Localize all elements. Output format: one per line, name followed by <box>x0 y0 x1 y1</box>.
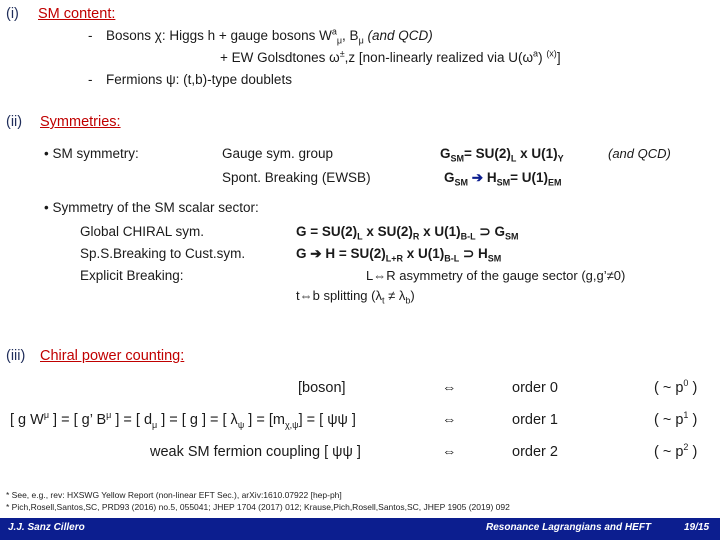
row1-power: ( ~ $p^0$ ) <box>654 378 698 396</box>
equiv-arrow: ⇔ <box>442 412 457 428</box>
row2-quantities: [ g $W^\mu$ ] = [ g’ $B^\mu$ ] = [ $d_\mu$ ] = [ g ] = [ $\lambda_\psi$ ] = $[m_{\chi,\psi}]$ = [ ψψ ] <box>10 410 356 430</box>
gauge-group-label: Gauge sym. group <box>222 146 334 161</box>
row2-order: order 1 <box>512 412 558 428</box>
custodial-formula: G ➔ $H = SU(2)_{L+R}$ x $U(1)_{B-L}$ ⊃ $H_{SM}$ <box>296 246 502 264</box>
tb-splitting-text: t⇔b splitting $(\lambda_t \ne \lambda_b)$ <box>296 288 415 306</box>
footer-talk-title: Resonance Lagrangians and HEFT <box>486 522 652 533</box>
row1-order: order 0 <box>512 380 558 396</box>
gsm-formula: $G_{SM}= SU(2)_L$ x $U(1)_Y$ <box>440 146 564 164</box>
section-iii-title: Chiral power counting: <box>40 348 185 364</box>
lr-asymmetry-text: L⇔R asymmetry of the gauge sector (g,g’≠0) <box>366 268 626 283</box>
section-i-number: (i) <box>6 6 19 22</box>
sm-symmetry-label: • SM symmetry: <box>44 146 139 161</box>
equiv-arrow: ⇔ <box>442 380 457 396</box>
fermions-line: Fermions ψ: (t,b)-type doublets <box>106 72 292 87</box>
explicit-breaking-label: Explicit Breaking: <box>80 268 184 283</box>
section-iii-number: (iii) <box>6 348 26 364</box>
dash: - <box>88 72 93 87</box>
bosons-line: Bosons χ: Higgs h + gauge bosons $W^a_\mu$, $B_\mu$ (and QCD) <box>106 26 433 46</box>
footnote-1: * See, e.g., rev: HXSWG Yellow Report (non-linear EFT Sec.), arXiv:1610.07922 [hep-ph] <box>6 490 342 500</box>
footer-page-number: 19/15 <box>684 522 710 533</box>
row1-boson: [boson] <box>298 380 346 396</box>
global-chiral-label: Global CHIRAL sym. <box>80 224 205 239</box>
row2-power: ( ~ $p^1$ ) <box>654 410 698 428</box>
row3-order: order 2 <box>512 444 558 460</box>
footnote-2: * Pich,Rosell,Santos,SC, PRD93 (2016) no.5, 055041; JHEP 1704 (2017) 012; Krause,Pich,Rosell,Santos,SC, JHEP 1905 (2019) 092 <box>6 502 510 512</box>
row3-fermion-coupling: weak SM fermion coupling [ ψψ ] <box>150 444 361 460</box>
scalar-sector-title: • Symmetry of the SM scalar sector: <box>44 200 259 215</box>
dash: - <box>88 28 93 43</box>
qcd-note: (and QCD) <box>367 28 433 43</box>
row3-power: ( ~ $p^2$ ) <box>654 442 698 460</box>
goldstones-line: + EW Golsdtones ω±,z [non-linearly realized via $U(\omega^a)$ $^{(x)}$] <box>220 48 561 65</box>
section-i-title: SM content: <box>38 6 116 22</box>
footer-author: J.J. Sanz Cillero <box>8 522 85 533</box>
section-ii-number: (ii) <box>6 114 23 130</box>
chiral-group-formula: $G = SU(2)_L$ x $SU(2)_R$ x $U(1)_{B-L}$ ⊃ $G_{SM}$ <box>296 224 519 242</box>
section-ii-title: Symmetries: <box>40 114 121 130</box>
sps-breaking-label: Sp.S.Breaking to Cust.sym. <box>80 246 246 261</box>
ewsb-formula: $G_{SM}$ ➔ $H_{SM}= U(1)_{EM}$ <box>444 170 562 188</box>
arrow-icon: ➔ <box>471 170 484 185</box>
spont-breaking-label: Spont. Breaking (EWSB) <box>222 170 371 185</box>
footer-bar <box>0 518 720 540</box>
equiv-arrow: ⇔ <box>442 444 457 460</box>
qcd-note: (and QCD) <box>608 146 671 161</box>
